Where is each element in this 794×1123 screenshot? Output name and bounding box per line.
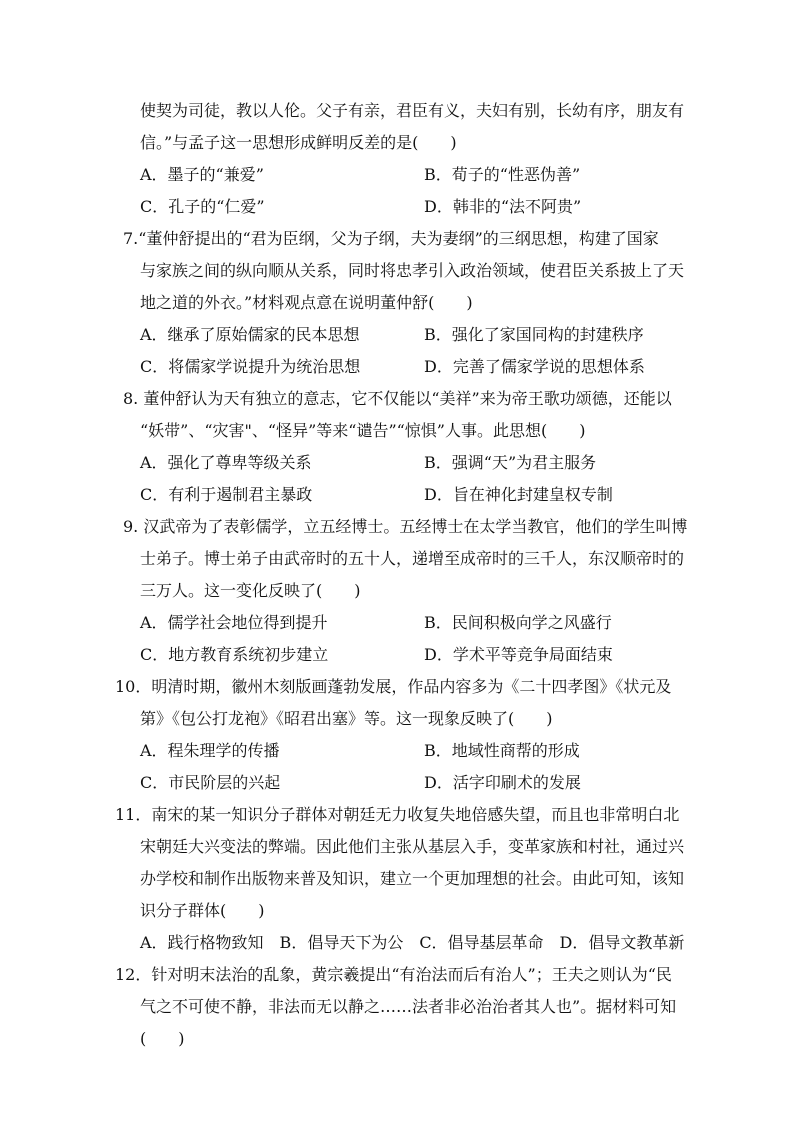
question-text: 信。”与孟子这一思想形成鲜明反差的是( ) (140, 133, 457, 152)
option-d: D．韩非的“法不阿贵” (424, 197, 582, 216)
q7-option-b: B．强化了家国同构的封建秩序 (424, 325, 644, 344)
q11-options: A．践行格物致知 B．倡导天下为公 C．倡导基层革命 D．倡导文教革新 (140, 933, 685, 952)
question-11-text: 识分子群体( ) (140, 901, 265, 920)
q9-option-d: D．学术平等竞争局面结束 (424, 645, 613, 664)
question-9-text: 三万人。这一变化反映了( ) (140, 581, 361, 600)
q10-option-d: D．活字印刷术的发展 (424, 773, 581, 792)
question-7-text: 与家族之间的纵向顺从关系，同时将忠孝引入政治领域，使君臣关系披上了天 (140, 261, 685, 280)
question-8-text: “妖带”、“灾害"、“怪异”等来“谴告”“惊惧”人事。此思想( ) (140, 421, 586, 440)
question-11-text: 11．南宋的某一知识分子群体对朝廷无力收复失地倍感失望，而且也非常明白北 (115, 805, 680, 824)
question-9-text: 9. 汉武帝为了表彰儒学，立五经博士。五经博士在太学当教官，他们的学生叫博 (123, 517, 688, 536)
question-10-text: 第》《包公打龙袍》《昭君出塞》等。这一现象反映了( ) (140, 709, 553, 728)
q7-option-d: D．完善了儒家学说的思想体系 (424, 357, 645, 376)
q9-option-b: B．民间积极向学之风盛行 (424, 613, 612, 632)
question-10-text: 10．明清时期，徽州木刻版画蓬勃发展，作品内容多为《二十四孝图》《状元及 (115, 677, 672, 696)
question-11-text: 宋朝廷大兴变法的弊端。因此他们主张从基层入手，变革家族和村社，通过兴 (140, 837, 685, 856)
question-8-text: 8. 董仲舒认为天有独立的意志，它不仅能以“美祥”来为帝王歌功颂德，还能以 (123, 389, 672, 408)
question-7-text: 地之道的外衣。”材料观点意在说明董仲舒( ) (140, 293, 473, 312)
question-11-text: 办学校和制作出版物来普及知识，建立一个更加理想的社会。由此可知，该知 (140, 869, 685, 888)
option-c: C．孔子的“仁爱” (140, 197, 265, 216)
question-12-text: ( ) (140, 1029, 185, 1048)
q8-option-c: C．有利于遏制君主暴政 (140, 485, 313, 504)
q10-option-a: A．程朱理学的传播 (140, 741, 280, 760)
option-b: B．荀子的“性恶伪善” (424, 165, 581, 184)
q7-option-a: A．继承了原始儒家的民本思想 (140, 325, 360, 344)
q10-option-b: B．地域性商帮的形成 (424, 741, 580, 760)
question-12-text: 12．针对明末法治的乱象，黄宗羲提出“有治法而后有治人”；王夫之则认为“民 (115, 965, 672, 984)
q10-option-c: C．市民阶层的兴起 (140, 773, 281, 792)
q8-option-d: D．旨在神化封建皇权专制 (424, 485, 613, 504)
question-7-text: 7.“董仲舒提出的“君为臣纲，父为子纲，夫为妻纲”的三纲思想，构建了国家 (123, 229, 659, 248)
question-9-text: 士弟子。博士弟子由武帝时的五十人，递增至成帝时的三千人，东汉顺帝时的 (140, 549, 685, 568)
option-a: A．墨子的“兼爱” (140, 165, 264, 184)
question-12-text: 气之不可使不静，非法而无以静之……法者非必治治者其人也”。据材料可知 (140, 997, 677, 1016)
q8-option-b: B．强调“天”为君主服务 (424, 453, 597, 472)
q8-option-a: A．强化了尊卑等级关系 (140, 453, 312, 472)
q9-option-a: A．儒学社会地位得到提升 (140, 613, 328, 632)
q9-option-c: C．地方教育系统初步建立 (140, 645, 329, 664)
q7-option-c: C．将儒家学说提升为统治思想 (140, 357, 361, 376)
question-text: 使契为司徒，教以人伦。父子有亲，君臣有义，夫妇有别，长幼有序，朋友有 (140, 101, 685, 120)
